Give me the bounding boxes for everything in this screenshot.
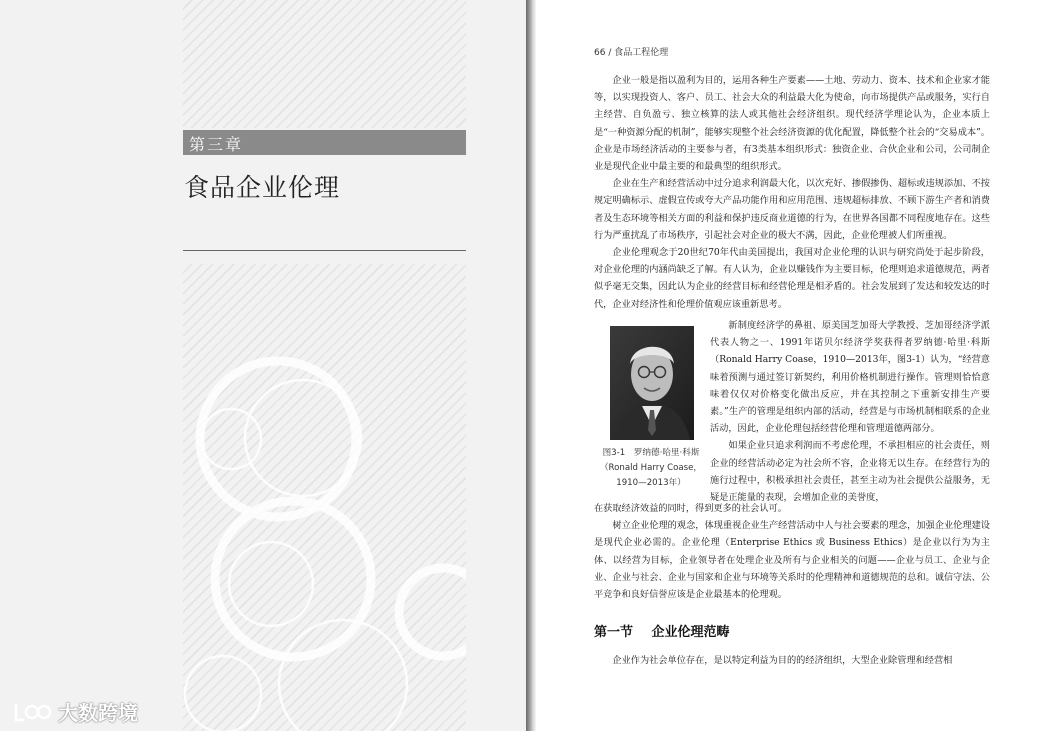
book-spine-shadow (526, 0, 536, 731)
paragraph: 企业在生产和经营活动中过分追求利润最大化，以次充好、掺假掺伪、超标或违规添加、不按规定明确标示、虚假宣传或夸大产品功能作用和应用范围、违规超标排放、不顾下游生产者和消费者及生态环境等相关方面的利益和保护违反商业道德的行为，在世界各国都不同程度地存在。这些行为严重扰乱了市场秩序，引起社会对企业的极大不满，因此，企业伦理被人们所重视。 (594, 178, 990, 241)
body-text-section (594, 652, 990, 669)
paragraph: 树立企业伦理的观念，体现重视企业生产经营活动中人与社会要素的理念，加强企业伦理建设是现代企业必需的。企业伦理（Enterprise Ethics 或 Business Ethics）是企业以行为为主体、以经营为目标，企业领导者在处理企业及所有与企业相关的问题——企业与员工、企业与企业、企业与社会、企业与国家和企业与环境等关系时的伦理精神和道德规范的总和。诚信守法、公平竞争和良好信誉应该是企业最基本的伦理观。 (594, 520, 990, 601)
body-text-lower (594, 500, 990, 603)
chapter-label: 第三章 (189, 135, 244, 154)
chapter-title: 食品企业伦理 (184, 173, 341, 202)
decorative-circles (183, 264, 466, 731)
paragraph: 如果企业只追求利润而不考虑伦理，不承担相应的社会责任，则企业的经营活动必定为社会所不容，企业将无以生存。在经营行为的施行过程中，积极承担社会责任，甚至主动为社会提供公益服务，无疑是正能量的表现，会增加企业的美誉度， (710, 440, 990, 504)
section-title: 企业伦理范畴 (651, 625, 730, 640)
body-text-top (594, 72, 990, 313)
watermark (12, 697, 138, 726)
portrait-photo (610, 326, 694, 440)
chapter-divider (183, 250, 466, 251)
paragraph: 企业伦理观念于20世纪70年代由美国提出，我国对企业伦理的认识与研究尚处于起步阶段，对企业伦理的内涵尚缺乏了解。有人认为，企业以赚钱作为主要目标，伦理则追求道德规范，两者似乎毫无交集，因此认为企业的经营目标和经营伦理是相矛盾的。社会发展到了发达和较发达的时代，企业对经济性和伦理价值观应该重新思考。 (594, 247, 990, 310)
section-number: 第一节 (594, 625, 634, 640)
paragraph-continuation: 在获取经济效益的同时，得到更多的社会认可。 (594, 503, 787, 514)
paragraph: 企业一般是指以盈利为目的，运用各种生产要素——土地、劳动力、资本、技术和企业家才能等，以实现投资人、客户、员工、社会大众的利益最大化为使命，向市场提供产品或服务，实行自主经营、自负盈亏、独立核算的法人或其他社会经济组织。现代经济学理论认为，企业本质上是“一种资源分配的机制”，能够实现整个社会经济资源的优化配置，降低整个社会的“交易成本”。企业是市场经济活动的主要参与者，有3类基本组织形式：独资企业、合伙企业和公司，公司制企业是现代企业中最主要的和最典型的组织形式。 (594, 75, 990, 173)
right-page (536, 0, 1060, 731)
left-page (0, 0, 526, 731)
chapter-label-bar (183, 130, 466, 155)
watermark-text: 大数跨境 (58, 701, 138, 725)
body-text-wrapped (710, 317, 990, 506)
running-head: 66 / 食品工程伦理 (594, 48, 669, 58)
watermark-logo-icon (12, 700, 52, 724)
figure-caption: 图3-1 罗纳德·哈里·科斯（Ronald Harry Coase，1910—2013年） (599, 448, 703, 488)
paragraph: 新制度经济学的鼻祖、原美国芝加哥大学教授、芝加哥经济学派代表人物之一、1991年诺贝尔经济学奖获得者罗纳德·哈里·科斯（Ronald Harry Coase，1910—2013年，图3-1）认为，“经营意味着预测与通过签订新契约，利用价格机制进行操作。管理则恰恰意味着仅仅对价格变化做出反应，并在其控制之下重新安排生产要素。”生产的管理是组织内部的活动，经营是与市场机制相联系的企业活动，因此，企业伦理包括经营伦理和管理道德两部分。 (710, 320, 990, 435)
paragraph: 企业作为社会单位存在，是以特定利益为目的的经济组织，大型企业除管理和经营相 (612, 655, 953, 666)
decorative-stripes-top (183, 0, 466, 128)
section-heading (594, 621, 744, 640)
